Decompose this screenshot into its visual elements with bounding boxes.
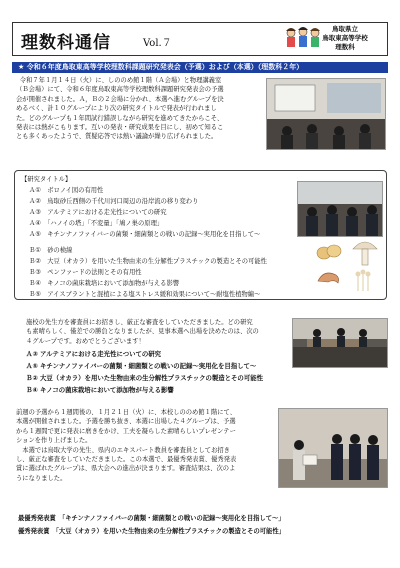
school-name: 鳥取県立 鳥取東高等学校 理数科 [322,25,368,51]
section-banner: ★ 令和６年度鳥取東高等学校理数科課題研究発表会（予選）および（本選）（理数科２年） [12,62,388,73]
photo-presentation-room [266,78,386,150]
research-heading: 【研究タイトル】 [21,176,72,183]
photo-students-seated [297,181,383,237]
volume-label: Vol.７ [143,38,172,49]
research-item: Ｂ③ ペンファードの法則とその有用性 [29,269,142,276]
photo-desk-presentation [292,318,388,368]
intro-paragraph: 令和７年１月１４日（火）に、しののめ館１階（Ａ会場）と物理講義室 （Ｂ会場）にて、令和６年度鳥取東高等学校理数科課題研究発表会の予選 会が開催されました。Ａ，Ｂの２会場に分かれ、本選へ進むグループを決 めるべく、計１０グループにより次の研究タイトルで発表が行われまし た。どのグループも１年間試行錯誤しながら研究を進めてきたからこそ、 発表には熱がこもります。互いの発表・研究成果を目にし、初めて知るこ とも多くあったようで、質疑応答では熱い議論が繰り広げられました。 [16,77,224,141]
research-item: Ａ③ アルテミアにおける走光性についての研究 [29,209,167,216]
research-item: Ａ② 鳥取砂丘西側の千代川河口周辺の沿岸流の移り変わり [29,198,199,205]
research-item: Ａ④ 「ハノイの塔」「不変量」「鳩ノ巣の原理」 [29,220,164,227]
award-top-prize: 最優秀発表賞 「キチンナノファイバーの菌類・細菌類との戦いの記録～実用化を目指して～」 [18,515,285,522]
final-round-paragraph: 前週の予選から１週間後の、１月２１日（火）に、本校しののめ館１階にて、 本選が開催されました。予選を勝ち抜き、本選に出場した４グループは、予選 から１週間で更に発表に磨きをかけ、工夫を凝らした素晴らしいプレゼンテー ションを作り上げました。 本選では鳥取大学の先生、県内のエキスパート教員を審査員としてお招き し、厳正な審査をしていただきました。この本選で、最優秀発表賞、優秀発表 賞に選ばれたグループは、県大会への進出が決まります。審査結果は、次のよ うになりました。 [16,409,237,482]
research-item: Ｂ⑤ アイスブラントと混植による塩ストレス緩和効果について～耐塩性植物編～ [29,291,261,298]
research-item: Ｂ④ キノコの菌床栽培において添加物が与える影響 [29,280,180,287]
photo-students-seated-image [298,182,383,237]
photo-award-students-image [279,409,388,488]
newsletter-header [12,22,388,56]
research-titles-box [14,170,387,300]
photo-desk-presentation-image [293,319,388,368]
research-item: Ｂ① 砂の検線 [29,247,73,254]
research-item: Ａ① ボロノイ図の有用性 [29,187,104,194]
research-item: Ａ⑤ キチンナノファイバーの菌類・細菌類との戦いの記録～実用化を目指して～ [29,231,261,238]
newsletter-title: 理数科通信 [21,33,111,53]
finalist-item: Ｂ④ キノコの菌床栽培において添加物が与える影響 [26,386,174,394]
mushroom-icon [349,237,381,267]
finalist-item: Ｂ② 大豆（オカラ）を用いた生物由来の生分解性プラスチックの製造とその可能性 [26,374,263,382]
soybean-icon [315,241,343,263]
photo-presentation-room-image [267,79,386,150]
enoki-mushroom-icon [349,269,379,293]
judging-paragraph: 施校の先生方を審査員にお招きし、厳正な審査をしていただきました。どの研究 も素晴らしく、僅差での勝負となりましたが、見事本選へ出場を決めたのは、次の ４グループです。おめでとうございます！ [26,319,259,345]
finalist-item: Ａ⑤ キチンナノファイバーの菌類・細菌類との戦いの記録～実用化を目指して～ [26,362,257,370]
photo-award-students [278,408,388,488]
award-excellence-prize: 優秀発表賞 「大豆（オカラ）を用いた生物由来の生分解性プラスチックの製造とその可能性」 [18,528,285,535]
finalist-item: Ａ③ アルテミアにおける走光性についての研究 [26,350,162,358]
shrimp-icon [315,267,343,289]
research-item: Ｂ② 大豆（オカラ）を用いた生物由来の生分解性プラスチックの製造とその可能性 [29,258,267,265]
